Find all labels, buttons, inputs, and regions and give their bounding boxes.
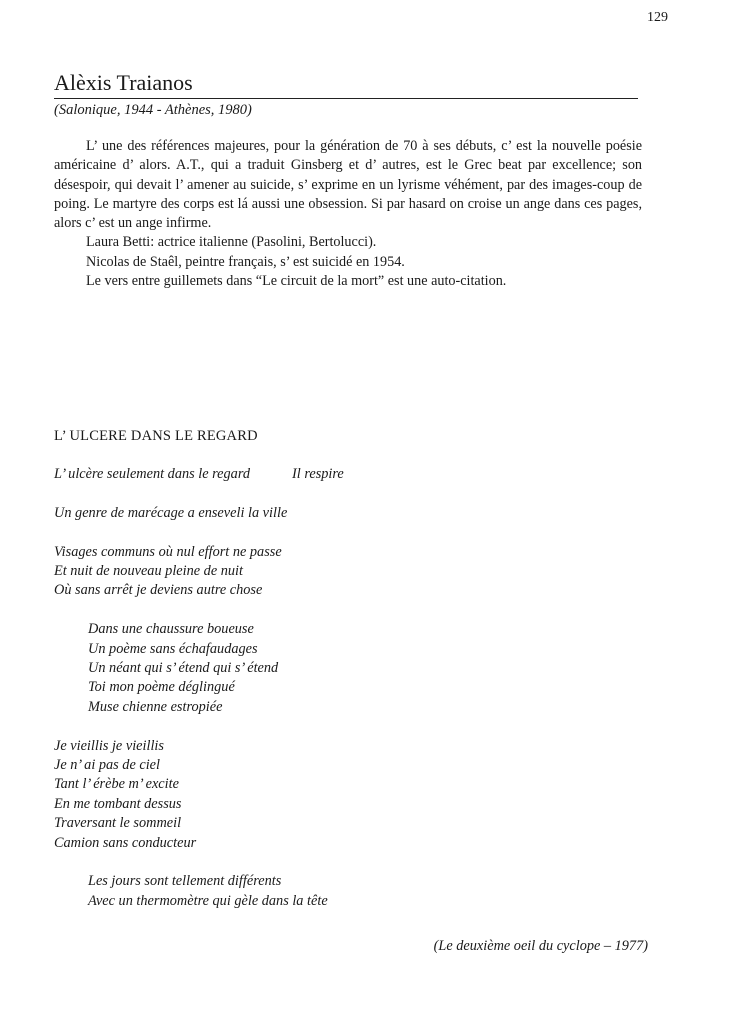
poem-line: En me tombant dessus xyxy=(54,795,182,812)
intro-note: Laura Betti: actrice italienne (Pasolini, Bertolucci). xyxy=(86,234,377,251)
poem-line: Tant l’ érèbe m’ excite xyxy=(54,776,179,793)
poem-line: Et nuit de nouveau pleine de nuit xyxy=(54,563,243,579)
poem-stanza xyxy=(54,737,344,853)
poem-line: Dans une chaussure boueuse xyxy=(88,621,254,638)
poem-line: Muse chienne estropiée xyxy=(88,698,223,715)
author-heading: Alèxis Traianos xyxy=(54,70,638,99)
poem-line: Avec un thermomètre qui gèle dans la tête xyxy=(88,892,328,909)
poem-line: Je n’ ai pas de ciel xyxy=(54,757,160,774)
poem-line: Toi mon poème déglingué xyxy=(88,679,235,696)
intro-paragraph: L’ une des références majeures, pour la génération de 70 à ses débuts, c’ est la nouvelle poésie américaine d’ alors. A.T., qui a traduit Ginsberg et d’ autres, est le Grec beat par excellence; son désespoir, qui devait l’ amener au suicide, s’ exprime en un lyrisme véhément, par des images-coup de poing. Le martyre des corps est lá aussi une obsession. Si par hasard on croise un ange dans ces pages, alors c’ est un ange infirme. xyxy=(54,138,642,232)
poem-line: Un genre de marécage a enseveli la ville xyxy=(54,504,288,521)
poem-stanza xyxy=(54,872,344,911)
intro-text xyxy=(54,137,642,291)
intro-note: Nicolas de Staêl, peintre français, s’ est suicidé en 1954. xyxy=(86,253,405,270)
poem-line: Un néant qui s’ étend qui s’ étend xyxy=(88,660,279,677)
poem-stanza xyxy=(54,465,344,484)
poem-stanza xyxy=(54,543,344,601)
page-number: 129 xyxy=(647,10,668,25)
poem-line: Je vieillis je vieillis xyxy=(54,737,164,754)
poem-line: Où sans arrêt je deviens autre chose xyxy=(54,582,263,599)
poem-stanza xyxy=(54,620,344,717)
poem-stanza xyxy=(54,504,344,523)
poem-source: (Le deuxième oeil du cyclope – 1977) xyxy=(433,938,648,954)
poem-line: Camion sans conducteur xyxy=(54,834,197,851)
poem-line: Un poème sans échafaudages xyxy=(88,640,258,657)
intro-note: Le vers entre guillemets dans “Le circuit de la mort” est une auto-citation. xyxy=(86,273,507,290)
author-dates: (Salonique, 1944 - Athènes, 1980) xyxy=(54,102,252,118)
poem-line: Traversant le sommeil xyxy=(54,815,182,832)
poem-line: Les jours sont tellement différents xyxy=(88,873,282,890)
poem-line-right: Il respire xyxy=(292,466,344,482)
poem-title: L’ ULCERE DANS LE REGARD xyxy=(54,428,258,444)
poem-body xyxy=(54,465,344,931)
poem-line: Visages communs où nul effort ne passe xyxy=(54,543,282,560)
poem-line xyxy=(54,465,344,484)
poem-line-left: L’ ulcère seulement dans le regard xyxy=(54,466,251,482)
